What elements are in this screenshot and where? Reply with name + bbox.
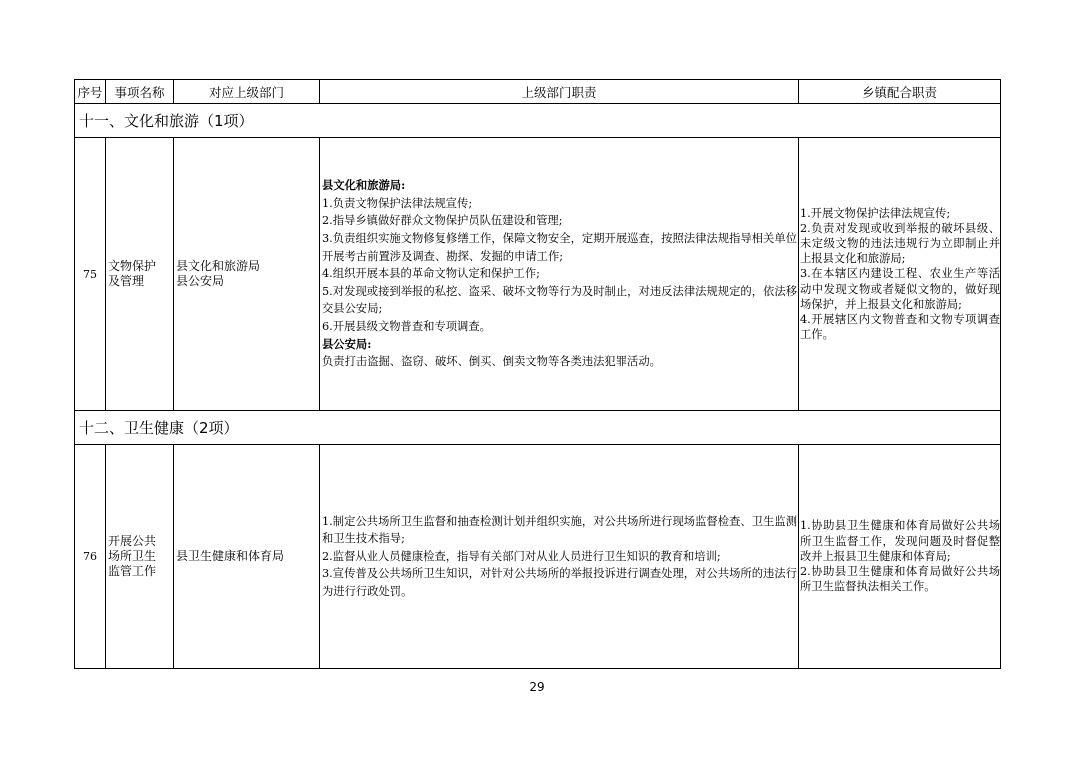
- item-name: [106, 138, 174, 411]
- duty-table: [74, 79, 1001, 669]
- duty-item: 6.开展县级文物普查和专项调查。: [322, 319, 491, 333]
- town-item: 2.协助县卫生健康和体育局做好公共场所卫生监督执法相关工作。: [800, 565, 1000, 594]
- duty-item: 1.制定公共场所卫生监督和抽查检测计划并组织实施，对公共场所进行现场监督检查、卫生监测和卫生技术指导;: [322, 514, 797, 546]
- header-dept: 对应上级部门: [174, 80, 320, 104]
- header-row: [75, 80, 1001, 104]
- duty-item: 3.宣传普及公共场所卫生知识，对针对公共场所的举报投诉进行调查处理，对公共场所的违法行为进行行政处罚。: [322, 567, 797, 598]
- item-name: [106, 445, 174, 669]
- header-town: 乡镇配合职责: [799, 80, 1001, 104]
- row-number: 76: [75, 445, 106, 669]
- duty-item: 负责打击盗掘、盗窃、破坏、倒买、倒卖文物等各类违法犯罪活动。: [322, 355, 661, 369]
- dept-cell: [174, 445, 320, 669]
- table-row: [75, 445, 1001, 669]
- duty-item: 2.监督从业人员健康检查，指导有关部门对从业人员进行卫生知识的教育和培训;: [322, 549, 721, 563]
- section-title: 十一、文化和旅游（1项）: [75, 104, 1001, 138]
- header-seq: 序号: [75, 80, 106, 104]
- row-number: 75: [75, 138, 106, 411]
- item-name-line: 监管工作: [108, 564, 157, 578]
- header-duty: 上级部门职责: [320, 80, 799, 104]
- town-item: 1.开展文物保护法律法规宣传;: [800, 206, 951, 220]
- duty-item: 5.对发现或接到举报的私挖、盗采、破坏文物等行为及时制止，对违反法律法规规定的，依法移交县公安局;: [322, 284, 797, 316]
- duty-heading: 县公安局:: [322, 336, 372, 351]
- section-row: [75, 104, 1001, 138]
- dept-cell: [174, 138, 320, 411]
- town-cell: [799, 138, 1001, 411]
- duty-item: 4.组织开展本县的革命文物认定和保护工作;: [322, 267, 540, 281]
- town-item: 4.开展辖区内文物普查和文物专项调查工作。: [800, 313, 1000, 342]
- item-name-line: 及管理: [108, 274, 145, 288]
- dept-line: 县文化和旅游局: [176, 259, 261, 273]
- page-number: 29: [529, 680, 545, 694]
- section-row: [75, 411, 1001, 445]
- dept-line: 县公安局: [176, 274, 225, 288]
- duty-item: 3.负责组织实施文物修复修缮工作，保障文物安全，定期开展巡查，按照法律法规指导相关单位开展考古前置涉及调查、勘探、发掘的申请工作;: [322, 232, 797, 263]
- item-name-line: 开展公共: [108, 534, 157, 548]
- town-item: 1.协助县卫生健康和体育局做好公共场所卫生监督工作，发现问题及时督促整改并上报县卫生健康和体育局;: [800, 519, 1000, 563]
- duty-cell: [320, 445, 799, 669]
- item-name-line: 文物保护: [108, 259, 157, 273]
- town-item: 2.负责对发现或收到举报的破坏县级、未定级文物的违法违规行为立即制止并上报县文化和旅游局;: [800, 221, 1000, 266]
- duty-item: 1.负责文物保护法律法规宣传;: [322, 196, 473, 210]
- header-item: 事项名称: [106, 80, 174, 104]
- section-title: 十二、卫生健康（2项）: [75, 411, 1001, 445]
- duty-cell: [320, 138, 799, 411]
- duty-heading: 县文化和旅游局:: [322, 178, 406, 193]
- duty-item: 2.指导乡镇做好群众文物保护员队伍建设和管理;: [322, 214, 563, 228]
- table-row: [75, 138, 1001, 411]
- item-name-line: 场所卫生: [108, 549, 157, 563]
- town-cell: [799, 445, 1001, 669]
- town-item: 3.在本辖区内建设工程、农业生产等活动中发现文物或者疑似文物的，做好现场保护，并上报县文化和旅游局;: [800, 267, 1000, 311]
- dept-line: 县卫生健康和体育局: [176, 549, 285, 563]
